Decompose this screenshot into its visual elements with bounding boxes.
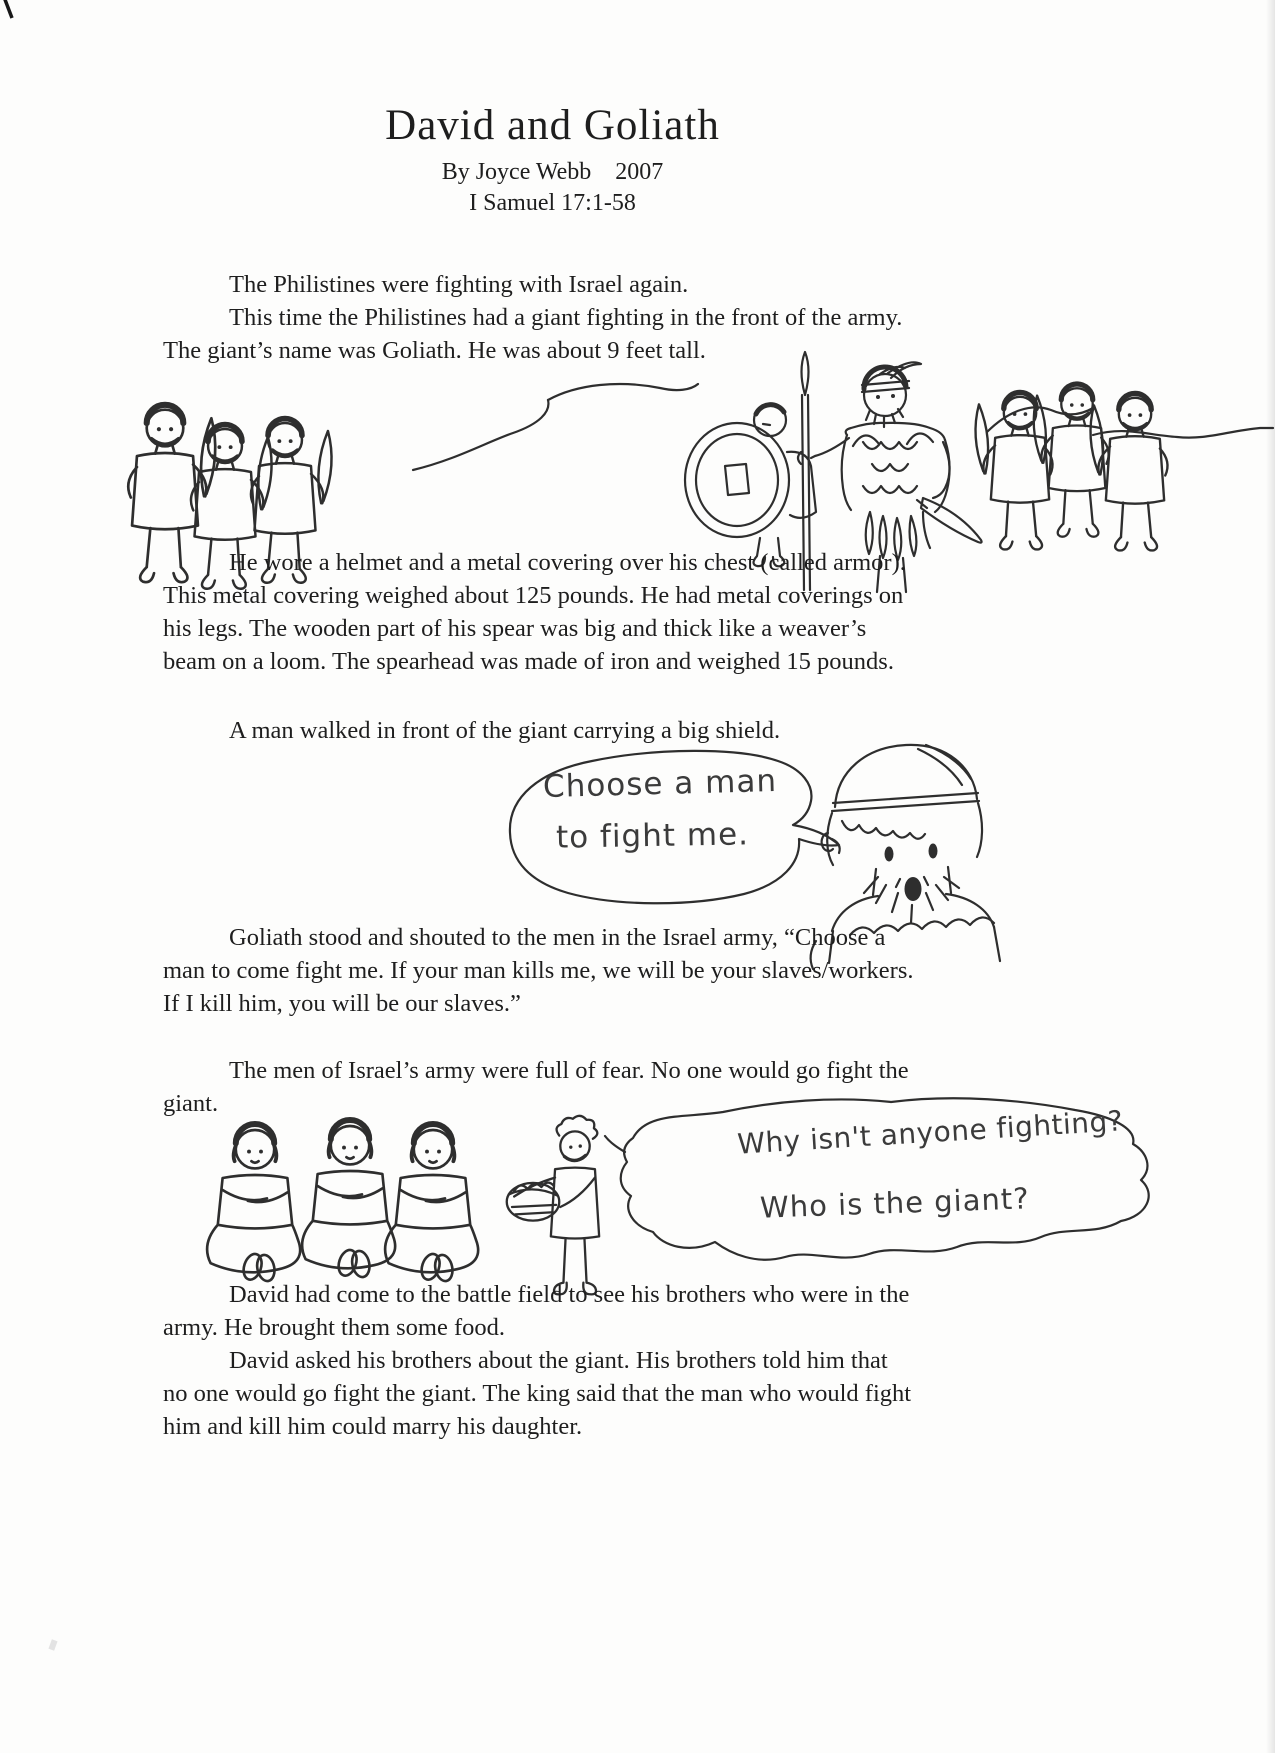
seated-soldiers-drawing: [207, 1120, 478, 1283]
scan-artifact-smudge: [48, 1639, 57, 1650]
text-line: He wore a helmet and a metal covering over his chest (called armor).: [229, 549, 906, 576]
scripture-reference: I Samuel 17:1-58: [469, 190, 636, 216]
text-line: giant.: [163, 1090, 219, 1117]
text-line: A man walked in front of the giant carrying a big shield.: [229, 717, 781, 744]
text-line: The giant’s name was Goliath. He was about 9 feet tall.: [163, 337, 706, 364]
scan-artifact-corner: [1, 0, 17, 23]
byline: By Joyce Webb 2007: [441, 159, 664, 185]
text-line: Goliath stood and shouted to the men in the Israel army, “Choose a: [229, 924, 886, 951]
text-line: his legs. The wooden part of his spear was big and thick like a weaver’s: [163, 615, 867, 642]
story-paragraph-7: [163, 1278, 1043, 1344]
text-line: David asked his brothers about the giant. His brothers told him that: [229, 1347, 888, 1374]
david-with-basket-drawing: [507, 1116, 599, 1294]
shield-bearer-drawing: [685, 404, 816, 566]
soldiers-speech-line2: Who is the giant?: [759, 1181, 1031, 1225]
text-line: This metal covering weighed about 125 pounds. He had metal coverings on: [163, 582, 904, 609]
text-line: David had come to the battle field to see his brothers who were in the: [229, 1281, 910, 1308]
story-paragraph-3: [163, 546, 1043, 678]
soldiers-speech-line1: Why isn't anyone fighting?: [736, 1104, 1125, 1161]
goliath-speech-line1: Choose a man: [542, 762, 778, 806]
scan-edge-shadow: [1266, 0, 1275, 1753]
goliath-speech-line2: to fight me.: [555, 816, 750, 856]
story-paragraph-5: [163, 921, 1043, 1020]
right-army-drawing: [976, 384, 1168, 550]
text-line: man to come fight me. If your man kills me, we will be your slaves/workers.: [163, 957, 914, 984]
story-paragraph-8: [163, 1344, 1043, 1443]
text-line: no one would go fight the giant. The king said that the man who would fight: [163, 1380, 912, 1407]
text-line: beam on a loom. The spearhead was made of iron and weighed 15 pounds.: [163, 648, 894, 675]
text-line: army. He brought them some food.: [163, 1314, 506, 1341]
page-title: David and Goliath: [385, 102, 720, 149]
text-line: him and kill him could marry his daughter.: [163, 1413, 583, 1440]
text-line: The Philistines were fighting with Israel again.: [229, 271, 689, 298]
story-paragraph-1: [163, 268, 1043, 301]
text-line: The men of Israel’s army were full of fear. No one would go fight the: [229, 1057, 909, 1084]
text-line: This time the Philistines had a giant fighting in the front of the army.: [229, 304, 903, 331]
text-line: If I kill him, you will be our slaves.”: [163, 990, 521, 1017]
